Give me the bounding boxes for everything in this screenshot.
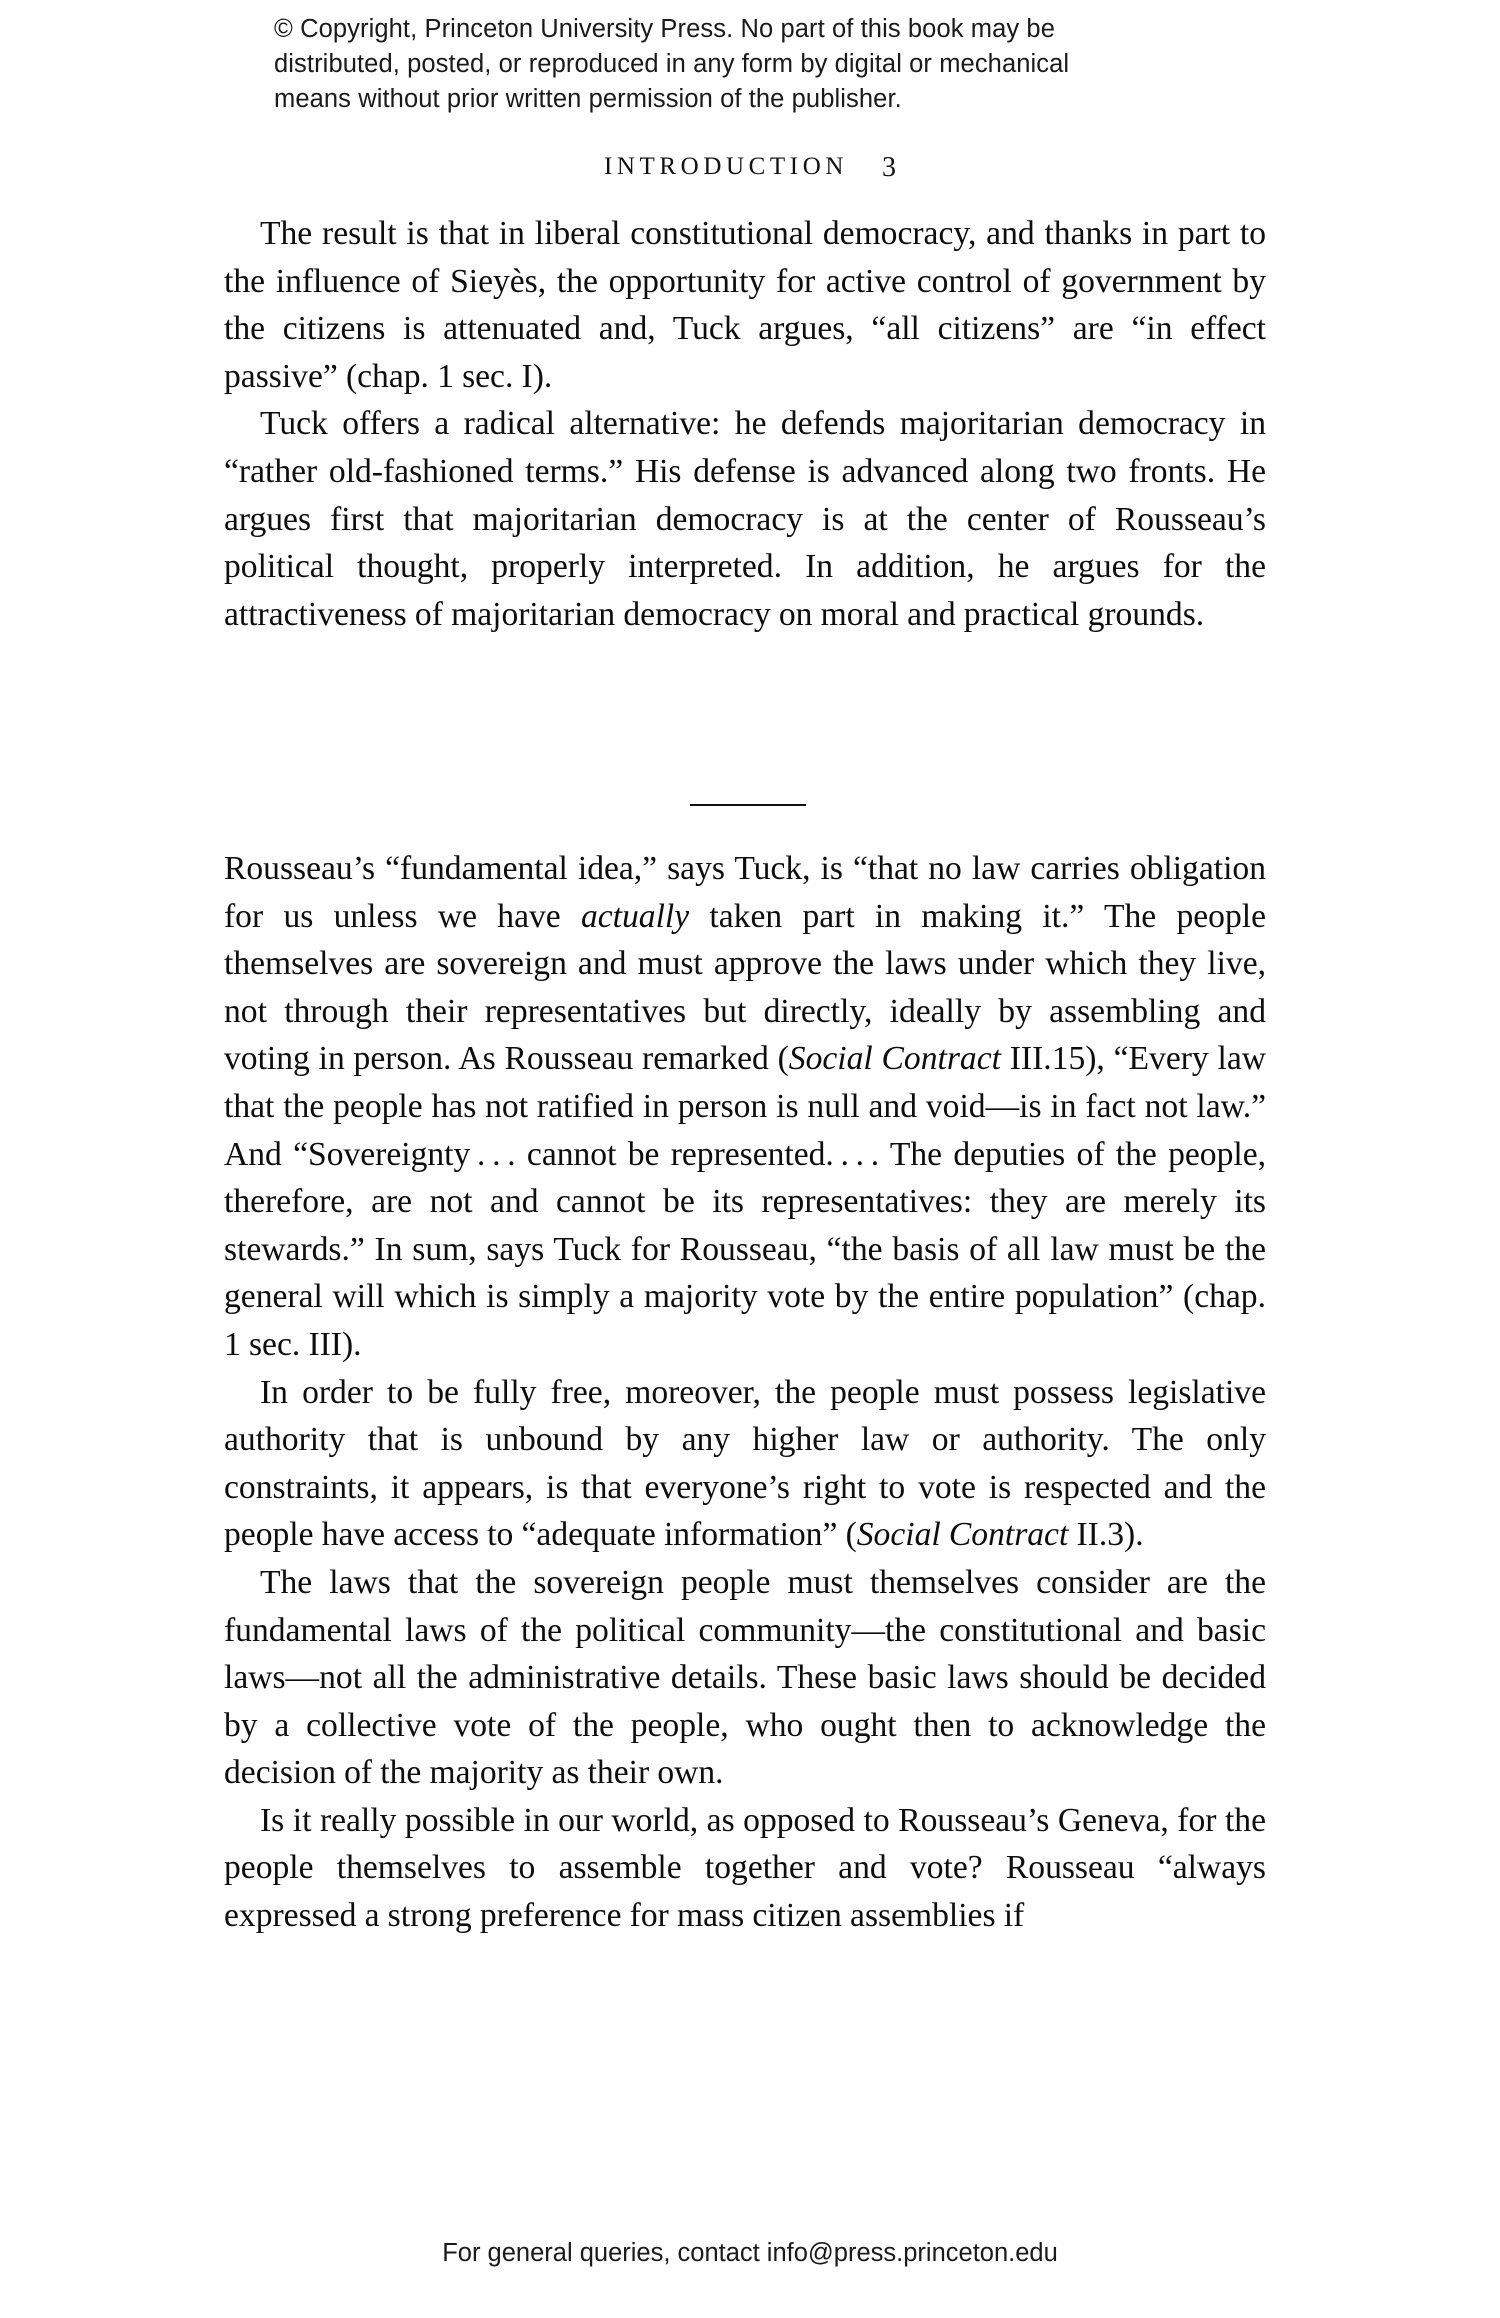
italic-run: Social Contract xyxy=(856,1516,1069,1554)
paragraph: In order to be fully free, moreover, the people must possess legislative authority that is unbound by any higher law or authority. The only constraints, it appears, is that everyone’s right to vote is respected and the people have access to “adequate information” (Social Contract II.3). xyxy=(224,1373,1266,1554)
footer-text: For general queries, contact info@press.princeton.edu xyxy=(442,2239,1058,2267)
page-number: 3 xyxy=(882,152,897,183)
italic-run: Social Contract xyxy=(788,1040,1001,1078)
running-head xyxy=(0,150,1500,183)
copyright-line-1: © Copyright, Princeton University Press. No part of this book may be xyxy=(274,15,1055,43)
copyright-line-3: means without prior written permission of the publisher. xyxy=(274,85,902,113)
paragraph: The result is that in liberal constitutional democracy, and thanks in part to the influence of Sieyès, the opportunity for active control of government by the citizens is attenuated and, Tuck argues, “all citizens” are “in effect passive” (chap. 1 sec. I). xyxy=(224,215,1266,395)
paragraph: Tuck offers a radical alternative: he defends majoritarian democracy in “rather old-fashioned terms.” His defense is advanced along two fronts. He argues first that majoritarian democracy is at the center of Rousseau’s political thought, properly interpreted. In addition, he argues for the attractiveness of majoritarian democracy on moral and practical grounds. xyxy=(224,405,1266,633)
copyright-line-2: distributed, posted, or reproduced in any form by digital or mechanical xyxy=(274,50,1070,78)
body-section-two xyxy=(224,845,1266,1940)
copyright-notice xyxy=(274,12,1214,117)
paragraph: The laws that the sovereign people must themselves consider are the fundamental laws of the political community—the constitutional and basic laws—not all the administrative details. These basic laws should be decided by a collective vote of the people, who ought then to acknowledge the decision of the majority as their own. xyxy=(224,1563,1266,1792)
section-divider-rule xyxy=(690,804,806,806)
page-footer xyxy=(0,2236,1500,2270)
paragraph: Rousseau’s “fundamental idea,” says Tuck, is “that no law carries obligation for us unless we have actually taken part in making it.” The people themselves are sovereign and must approve the laws under which they live, not through their representatives but directly, ideally by assembling and voting in person. As Rousseau remarked (Social Contract III.15), “Every law that the people has not ratified in person is null and void—is in fact not law.” And “Sovereignty . . . cannot be represented. . . . The deputies of the people, therefore, are not and cannot be its representatives: they are merely its stewards.” In sum, says Tuck for Rousseau, “the basis of all law must be the general will which is simply a majority vote by the entire population” (chap. 1 sec. III). xyxy=(224,850,1266,1363)
running-head-title: INTRODUCTION xyxy=(603,153,849,180)
paragraph: Is it really possible in our world, as opposed to Rousseau’s Geneva, for the people themselves to assemble together and vote? Rousseau “always expressed a strong preference for mass citizen assemblies if xyxy=(224,1801,1266,1935)
body-section-one xyxy=(224,210,1266,638)
italic-run: actually xyxy=(580,897,690,935)
